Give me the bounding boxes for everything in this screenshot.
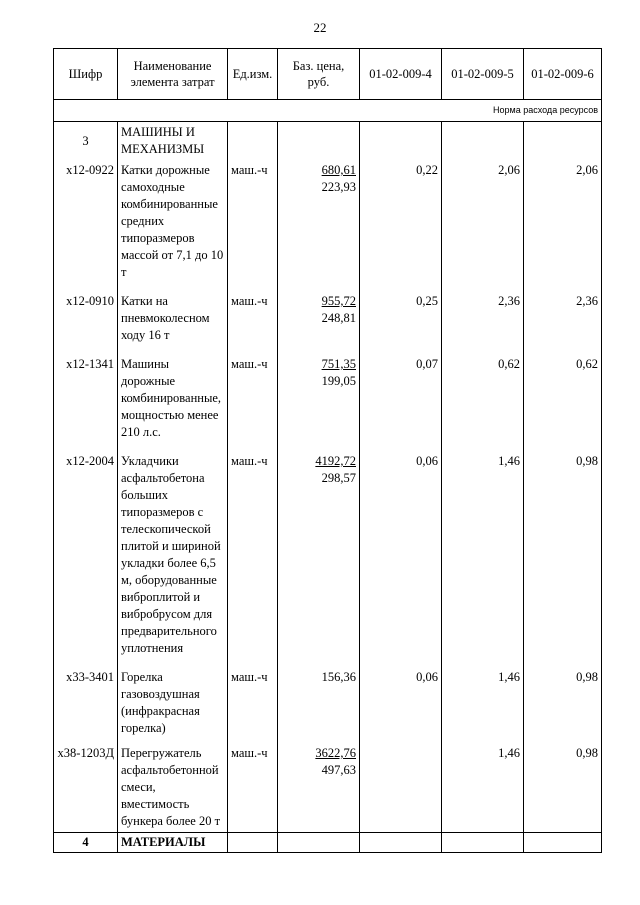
row-value-col2: 0,62 [442, 354, 524, 443]
table-row [54, 160, 602, 283]
row-value-col2: 2,06 [442, 160, 524, 283]
row-price-wage: 497,63 [321, 763, 356, 777]
row-value-col3: 0,98 [524, 451, 602, 659]
row-unit: маш.-ч [228, 160, 278, 283]
row-code: х33-3401 [54, 667, 118, 739]
header-row [54, 49, 602, 100]
page-number: 22 [313, 20, 327, 35]
header-name: Наименование элемента затрат [118, 49, 228, 100]
row-value-col1 [360, 743, 442, 833]
row-price-total: 156,36 [321, 670, 356, 684]
row-name: Перегружатель асфальтобетонной смеси, вместимость бункера более 20 т [118, 743, 228, 833]
row-value-col3: 0,62 [524, 354, 602, 443]
table-row [54, 354, 602, 443]
header-unit: Ед.изм. [228, 49, 278, 100]
row-price-wage: 199,05 [321, 374, 356, 388]
header-col1: 01-02-009-4 [360, 49, 442, 100]
row-value-col2: 2,36 [442, 291, 524, 346]
header-price: Баз. цена, руб. [278, 49, 360, 100]
row-value-col3: 0,98 [524, 667, 602, 739]
section-number: 4 [54, 833, 118, 853]
row-price-total: 751,35 [321, 357, 356, 371]
table-row [54, 743, 602, 833]
row-price [278, 160, 360, 283]
row-price [278, 451, 360, 659]
norma-row [54, 100, 602, 122]
resource-table [53, 48, 602, 853]
row-unit: маш.-ч [228, 667, 278, 739]
row-price-total: 4192,72 [315, 454, 356, 468]
norma-caption: Норма расхода ресурсов [54, 100, 602, 122]
row-name: Машины дорожные комбинированные, мощностью менее 210 л.с. [118, 354, 228, 443]
section-4-row [54, 833, 602, 853]
section-number: 3 [54, 122, 118, 161]
row-name: Укладчики асфальтобетона больших типоразмеров с телескопической плитой и шириной укладки более 6,5 м, оборудованные виброплитой и вибробрусом для предварительного уплотнения [118, 451, 228, 659]
header-code: Шифр [54, 49, 118, 100]
row-value-col2: 1,46 [442, 667, 524, 739]
row-value-col3: 2,06 [524, 160, 602, 283]
row-price-total: 3622,76 [315, 746, 356, 760]
row-value-col3: 0,98 [524, 743, 602, 833]
row-value-col1: 0,25 [360, 291, 442, 346]
row-code: х12-0922 [54, 160, 118, 283]
row-name: Катки дорожные самоходные комбинированные средних типоразмеров массой от 7,1 до 10 т [118, 160, 228, 283]
row-price [278, 743, 360, 833]
row-value-col1: 0,06 [360, 451, 442, 659]
row-price-wage: 298,57 [321, 471, 356, 485]
row-value-col1: 0,22 [360, 160, 442, 283]
row-unit: маш.-ч [228, 291, 278, 346]
row-price-wage: 223,93 [321, 180, 356, 194]
row-code: х12-0910 [54, 291, 118, 346]
table-row [54, 667, 602, 739]
row-price [278, 354, 360, 443]
row-unit: маш.-ч [228, 451, 278, 659]
row-price [278, 291, 360, 346]
row-code: х12-1341 [54, 354, 118, 443]
section-3-row [54, 122, 602, 161]
table-row [54, 291, 602, 346]
section-title: МАТЕРИАЛЫ [118, 833, 228, 853]
row-code: х38-1203Д [54, 743, 118, 833]
row-value-col2: 1,46 [442, 451, 524, 659]
row-value-col1: 0,07 [360, 354, 442, 443]
row-unit: маш.-ч [228, 354, 278, 443]
header-col3: 01-02-009-6 [524, 49, 602, 100]
row-price-total: 955,72 [321, 294, 356, 308]
row-name: Катки на пневмоколесном ходу 16 т [118, 291, 228, 346]
row-unit: маш.-ч [228, 743, 278, 833]
header-col2: 01-02-009-5 [442, 49, 524, 100]
row-value-col1: 0,06 [360, 667, 442, 739]
section-title: МАШИНЫ И МЕХАНИЗМЫ [118, 122, 228, 161]
row-code: х12-2004 [54, 451, 118, 659]
row-price [278, 667, 360, 739]
row-price-wage: 248,81 [321, 311, 356, 325]
row-price-total: 680,61 [321, 163, 356, 177]
table-row [54, 451, 602, 659]
row-name: Горелка газовоздушная (инфракрасная горелка) [118, 667, 228, 739]
row-value-col3: 2,36 [524, 291, 602, 346]
row-value-col2: 1,46 [442, 743, 524, 833]
